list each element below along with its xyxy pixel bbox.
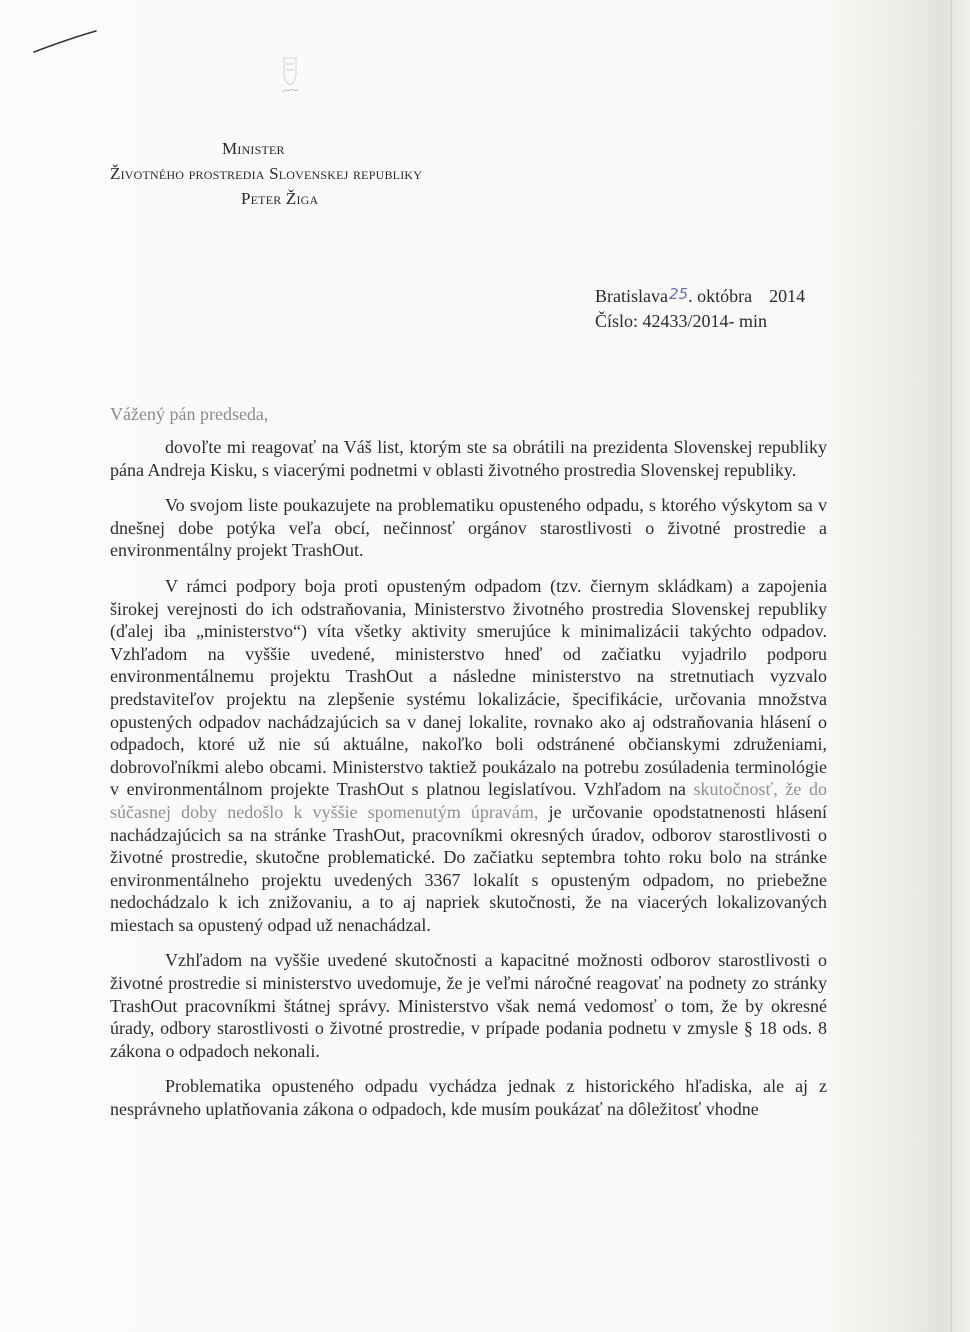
paragraph-3 xyxy=(110,575,827,937)
paragraph-3-part-c: je určovanie opodstatnenosti hlásení nachádzajúcich sa na stránke TrashOut, pracovníkmi okresných úradov, odborov starostlivosti o životné prostredie, skutočne problematické. Do začiatku septembra tohto roku bolo na stránke environmentálneho projektu uvedených 3367 lokalít s opusteným odpadom, no priebežne nedochádzalo k ich znižovaniu, a to aj napriek skutočnosti, že na viacerých lokalizovaných miestach sa opustený odpad už nenachádzal. xyxy=(110,801,828,935)
date-place: Bratislava xyxy=(595,286,668,306)
date-month: . októbra xyxy=(688,286,753,306)
paragraph-5: Problematika opusteného odpadu vychádza jednak z historického hľadiska, ale aj z nesprávneho uplatňovania zákona o odpadoch, kde musím poukázať na dôležitosť vhodne xyxy=(110,1076,827,1120)
letterhead xyxy=(110,136,530,211)
paragraph-3-faded-part: skutočnosť, že do súčasnej doby nedošlo k vyššie spomenutým úpravám, xyxy=(110,779,828,822)
paragraph-4: Vzhľadom na vyššie uvedené skutočnosti a kapacitné možnosti odborov starostlivosti o životné prostredie si ministerstvo uvedomuje, že je veľmi náročné reagovať na podnety zo stránky TrashOut pracovníkmi štátnej správy. Ministerstvo však nemá vedomosť o tom, že by okresné úrady, odbory starostlivosti o životné prostredie, v prípade podania podnetu v zmysle § 18 ods. 8 zákona o odpadoch nekonali. xyxy=(110,950,827,1061)
state-emblem-icon xyxy=(270,52,310,102)
pen-mark-icon xyxy=(30,28,100,58)
date-block xyxy=(595,284,855,333)
paragraph-1: dovoľte mi reagovať na Váš list, ktorým ste sa obrátili na prezidenta Slovenskej republiky pána Andreja Kisku, s viacerými podnetmi v oblasti životného prostredia Slovenskej republiky. xyxy=(110,437,827,480)
paragraph-3-part-a: V rámci podpory boja proti opusteným odpadom (tzv. čiernym skládkam) a zapojenia širokej verejnosti do ich odstraňovania, Ministerstvo životného prostredia Slovenskej republiky (ďalej iba „ministerstvo“) víta všetky aktivity smerujúce k minimalizácii takýchto odpadov. Vzhľadom na vyššie uvedené, ministerstvo hneď od začiatku vyjadrilo podporu environmentálnemu projektu TrashOut a následne ministerstvo na stretnutiach vyzvalo predstaviteľov projektu na zlepšenie systému lokalizácie, špecifikácie, určovania množstva opustených odpadov nachádzajúcich sa v danej lokalite, rovnako ako aj odstraňovania hlásení o odpadoch, ktoré už nie sú aktuálne, nakoľko boli odstránené občianskymi združeniami, dobrovoľníkmi alebo obcami. Ministerstvo taktiež poukázalo na potrebu zosúladenia terminológie v environmentálnom projekte TrashOut s platnou legislatívou. Vzhľadom na xyxy=(110,575,827,800)
reference-number: Číslo: 42433/2014- min xyxy=(595,311,768,331)
date-year: 2014 xyxy=(769,286,806,306)
date-line xyxy=(595,284,855,309)
letterhead-name: Peter Žiga xyxy=(241,189,319,208)
letterhead-title: Minister xyxy=(222,139,285,158)
paragraph-2: Vo svojom liste poukazujete na problematiku opusteného odpadu, s ktorého výskytom sa v dnešnej dobe potýka veľa obcí, nečinnosť orgánov starostlivosti o životné prostredie a environmentálny projekt TrashOut. xyxy=(110,495,827,561)
handwritten-day: 25 xyxy=(668,285,689,303)
letter-body xyxy=(110,436,827,1134)
letterhead-ministry: Životného prostredia Slovenskej republiky xyxy=(110,164,423,183)
page-edge-shadow xyxy=(950,0,952,1332)
salutation: Vážený pán predseda, xyxy=(110,404,269,424)
